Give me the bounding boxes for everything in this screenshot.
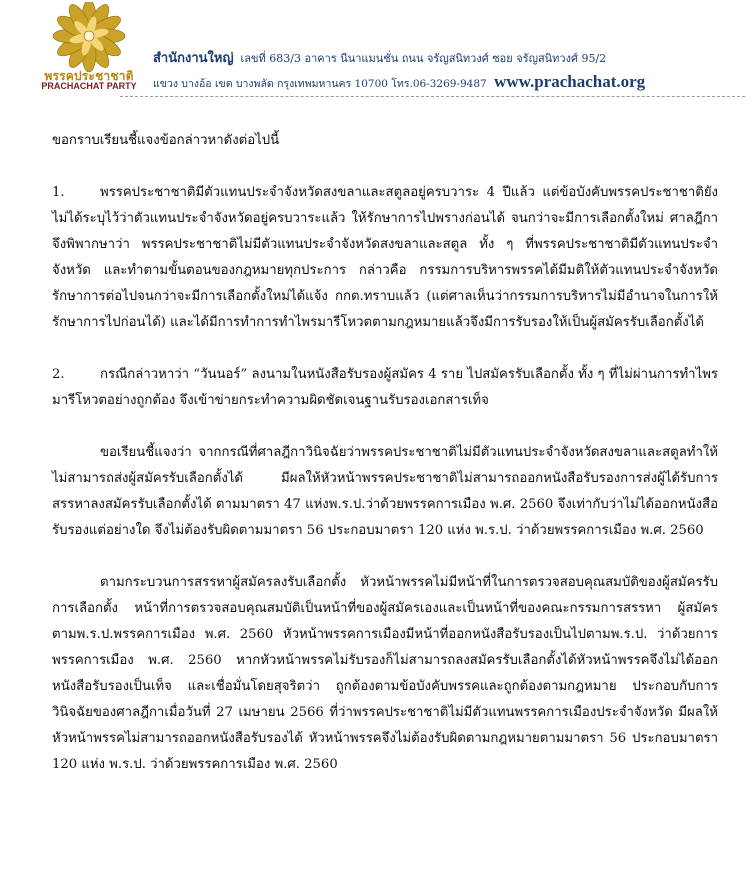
- clarification-item-2: [52, 362, 718, 414]
- headquarters-line: [153, 47, 606, 68]
- letter-body: [52, 128, 718, 804]
- letterhead: [0, 0, 753, 110]
- paragraph-response-1: ขอเรียนชี้แจงว่า จากกรณีที่ศาลฎีกาวินิจฉัยว่าพรรคประชาชาติไม่มีตัวแทนประจำจังหวัดสงขลาและสตูลทำให้ไม่สามารถส่งผู้สมัครรับเลือกตั้งได้ มีผลให้หัวหน้าพรรคประชาชาติไม่สามารถออกหนังสือรับรองการส่งผู้ได้รับการสรรหาลงสมัครรับเลือกตั้งได้ ตามมาตรา 47 แห่งพ.ร.ป.ว่าด้วยพรรคการเมือง พ.ศ. 2560 จึงเท่ากับว่าไม่ได้ออกหนังสือรับรองแต่อย่างใด จึงไม่ต้องรับผิดตามมาตรา 56 ประกอบมาตรา 120 แห่ง พ.ร.ป. ว่าด้วยพรรคการเมือง พ.ศ. 2560: [52, 445, 718, 538]
- headquarters-line-2: [153, 72, 645, 92]
- item-1-text: พรรคประชาชาติมีตัวแทนประจำจังหวัดสงขลาและสตูลอยู่ครบวาระ 4 ปีแล้ว แต่ข้อบังคับพรรคประชาชาติยังไม่ได้ระบุไว้ว่าตัวแทนประจำจังหวัดอยู่ครบวาระแล้ว ให้รักษาการไปพรางก่อนได้ จนกว่าจะมีการเลือกตั้งใหม่ ศาลฎีกาจึงพิพากษาว่า พรรคประชาชาติไม่มีตัวแทนประจำจังหวัดสงขลาและสตูล ทั้ง ๆ ที่พรรคประชาชาติมีตัวแทนประจำจังหวัด และทำตามขั้นตอนของกฎหมายทุกประการ กล่าวคือ กรรมการบริหารพรรคได้มีมติให้ตัวแทนประจำจังหวัดรักษาการต่อไปจนกว่าจะมีการเลือกตั้งใหม่ได้แจ้ง กกต.ทราบแล้ว (แต่ศาลเห็นว่ากรรมการบริหารไม่มีอำนาจในการให้รักษาการไปก่อนได้) และได้มีการทำการทำไพรมารีโหวตตามกฎหมายแล้วจึงมีการรับรองให้เป็นผู้สมัครรับเลือกตั้งได้: [52, 185, 718, 330]
- item-2-text: กรณีกล่าวหาว่า “วันนอร์” ลงนามในหนังสือรับรองผู้สมัคร 4 ราย ไปสมัครรับเลือกตั้ง ทั้ง ๆ ที่ไม่ผ่านการทำไพรมารีโหวตอย่างถูกต้อง จึงเข้าข่ายกระทำความผิดชัดเจนฐานรับรองเอกสารเท็จ: [52, 367, 718, 408]
- logo-party-name-english: PRACHACHAT PARTY: [41, 81, 137, 91]
- headquarters-address: เลขที่ 683/3 อาคาร นีนาแมนชั่น ถนน จรัญสนิทวงศ์ ซอย จรัญสนิทวงศ์ 95/2: [240, 52, 607, 65]
- clarification-item-1: [52, 180, 718, 336]
- header-divider: [120, 96, 745, 97]
- item-2-number: 2.: [52, 367, 65, 382]
- website-link[interactable]: www.prachachat.org: [494, 72, 646, 91]
- headquarters-label: สำนักงานใหญ่: [153, 51, 234, 66]
- item-1-number: 1.: [52, 185, 65, 200]
- paragraph-response-2: ตามกระบวนการสรรหาผู้สมัครลงรับเลือกตั้ง หัวหน้าพรรคไม่มีหน้าที่ในการตรวจสอบคุณสมบัติของผู้สมัครรับการเลือกตั้ง หน้าที่การตรวจสอบคุณสมบัติเป็นหน้าที่ของผู้สมัครเองและเป็นหน้าที่ของคณะกรรมการสรรหา ผู้สมัครตามพ.ร.ป.พรรคการเมือง พ.ศ. 2560 หัวหน้าพรรคการเมืองมีหน้าที่ออกหนังสือรับรองเป็นไปตามพ.ร.ป. ว่าด้วยการพรรคการเมือง พ.ศ. 2560 หากหัวหน้าพรรคไม่รับรองก็ไม่สามารถลงสมัครรับเลือกตั้งได้หัวหน้าพรรคจึงไม่ได้ออกหนังสือรับรองเป็นเท็จ และเชื่อมั่นโดยสุจริตว่า ถูกต้องตามข้อบังคับพรรคและถูกต้องตามกฎหมาย ประกอบกับการวินิจฉัยของศาลฎีกาเมื่อวันที่ 27 เมษายน 2566 ที่ว่าพรรคประชาชาติไม่มีตัวแทนพรรคการเมืองประจำจังหวัด มีผลให้หัวหน้าพรรคไม่สามารถออกหนังสือรับรองได้ หัวหน้าพรรคจึงไม่ต้องรับผิดตามกฎหมายตามมาตรา 56 ประกอบมาตรา 120 แห่ง พ.ร.ป. ว่าด้วยพรรคการเมือง พ.ศ. 2560: [52, 575, 718, 772]
- intro-line: ขอกราบเรียนชี้แจงข้อกล่าวหาดังต่อไปนี้: [52, 133, 280, 148]
- headquarters-address-2: แขวง บางอ้อ เขต บางพลัด กรุงเทพมหานคร 10700 โทร.06-3269-9487: [153, 78, 487, 90]
- logo-party-name-thai: พรรคประชาชาติ: [44, 69, 134, 83]
